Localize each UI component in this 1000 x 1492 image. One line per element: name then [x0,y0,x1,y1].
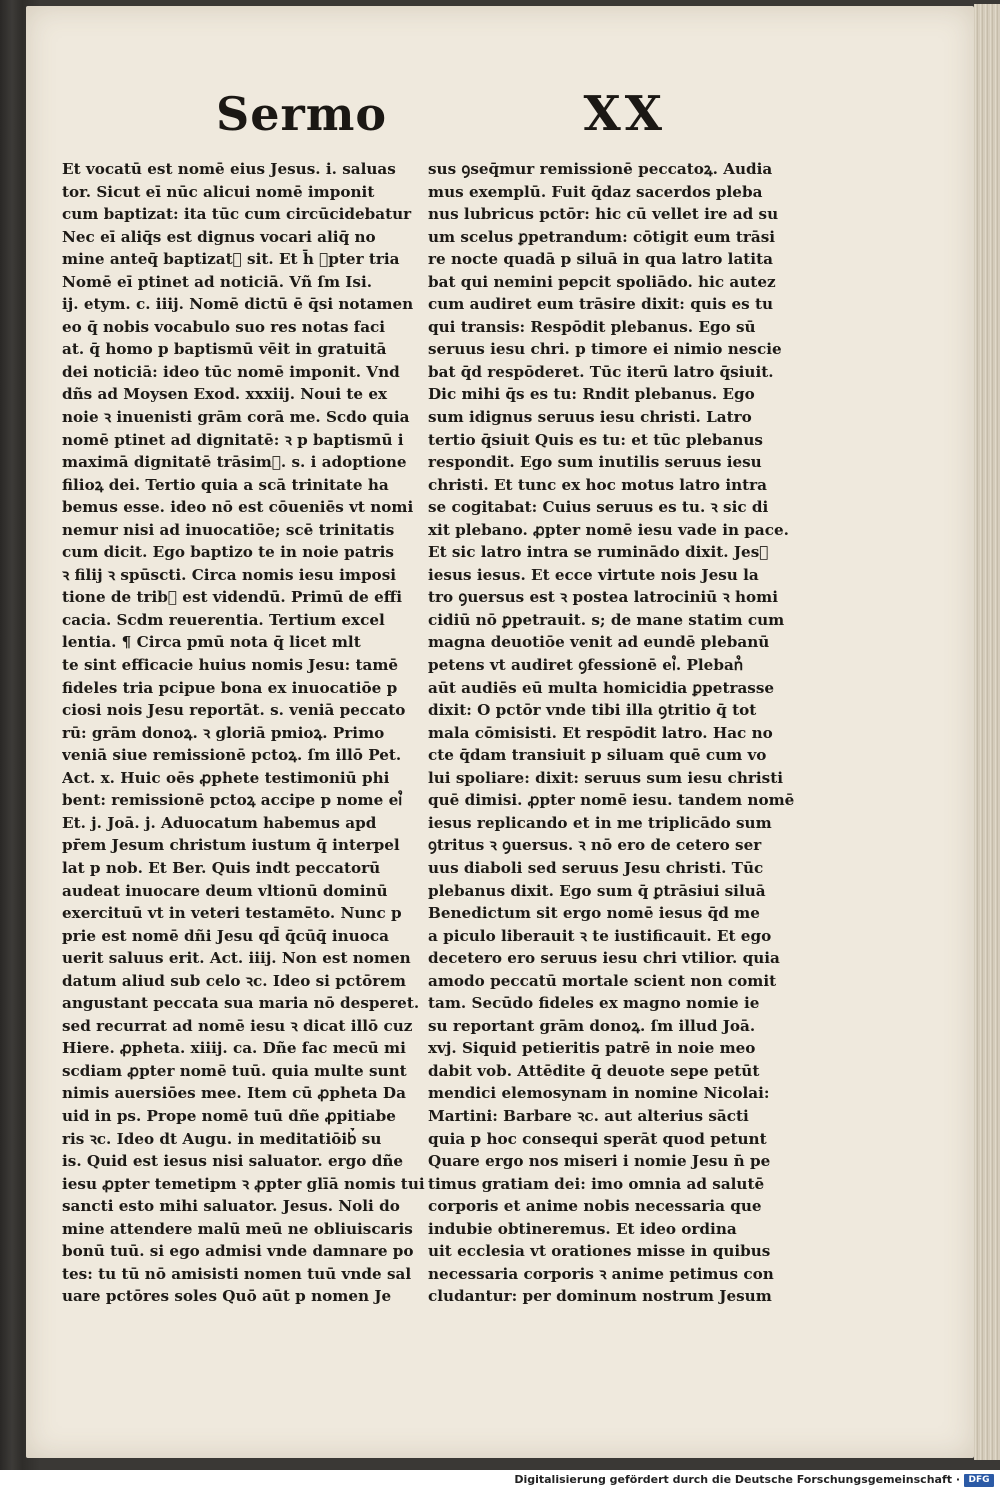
text-line: fideles tria pcipue bona ex inuocatiōe p [62,678,398,697]
text-line: uare pctōres soles Quō aūt p nomen Je [62,1287,392,1306]
text-line: ij. etym. c. iiij. Nomē dictū ē q̄si notamen [62,295,414,314]
text-line: Nomē eī ptinet ad noticiā. Vñ ſm Isi. [62,272,373,291]
text-line: nus lubricus pctōr: hic cū vellet ire ad su [428,205,779,224]
text-line: iesus replicando et in me triplicādo sum [428,813,772,832]
folio-number: XX [583,86,666,142]
text-line: Quare ergo nos miseri i nomie Jesu n̄ pe [428,1152,771,1171]
text-line: cludantur: per dominum nostrum Jesum [428,1287,772,1306]
right-text-column [428,158,806,1308]
text-line: ꝯtritus ꝛ ꝯuersus. ꝛ nō ero de cetero ser [428,836,762,855]
running-head [216,86,666,146]
text-line: dabit vob. Attēdite q̄ deuote sepe petūt [428,1061,760,1080]
text-line: iesu ꝓpter temetipm ꝛ ꝓpter glīā nomis tui [62,1174,425,1193]
text-line: quē dimisi. ꝓpter nomē iesu. tandem nomē [428,791,795,810]
text-line: tam. Secūdo fideles ex magno nomie ie [428,994,760,1013]
text-line: cacia. Scdm reuerentia. Tertium excel [62,610,385,629]
text-line: lui spoliare: dixit: seruus sum iesu christi [428,768,784,787]
book-page [26,6,974,1458]
text-line: bat qui nemini pepcit spoliādo. hic autez [428,272,776,291]
text-line: quia p hoc consequi sperāt quod petunt [428,1129,767,1148]
text-line: sus ꝯseq̄mur remissionē peccatoꝝ. Audia [428,160,773,178]
text-line: tes: tu tū nō amisisti nomen tuū vnde sal [62,1264,412,1283]
text-line: decetero ero seruus iesu chri vtilior. quia [428,949,780,968]
text-line: respondit. Ego sum inutilis seruus iesu [428,453,762,472]
text-line: cum baptizat: ita tūc cum circūcidebatur [62,205,412,224]
text-line: indubie obtineremus. Et ideo ordina [428,1219,737,1238]
text-line: tor. Sicut eī nūc alicui nomē imponit [62,182,375,201]
text-line: sancti esto mihi saluator. Jesus. Noli do [62,1197,400,1216]
running-head-title: Sermo [216,87,388,141]
text-line: christi. Et tunc ex hoc motus latro intra [428,475,768,494]
text-line: is. Quid est iesus nisi saluator. ergo dñe [62,1152,404,1171]
funding-credit: Digitalisierung gefördert durch die Deutsche Forschungsgemeinschaft · [514,1473,960,1486]
text-line: iesus iesus. Et ecce virtute nois Jesu la [428,565,759,584]
text-line: Et sic latro intra se ruminādo dixit. Jes᷒ [428,543,769,562]
text-line: um scelus ꝑpetrandum: cōtigit eum trāsi [428,227,776,246]
text-line: lentia. ¶ Circa pmū nota q̄ licet mlt [62,633,361,652]
text-line: prie est nomē dñi Jesu qd̄ q̄cūq̄ inuoca [62,926,389,945]
text-line: seruus iesu chri. p timore ei nimio nescie [428,340,782,359]
text-line: exercituū vt in veteri testamēto. Nunc p [62,904,402,923]
text-line: cum audiret eum trāsire dixit: quis es tu [428,295,774,314]
text-line: ris ꝛc. Ideo dt Augu. in meditatiōib᷒ su [62,1129,382,1148]
text-line: tione de trib᷒ est videndū. Primū de effi [62,588,403,607]
text-line: Et. j. Joā. j. Aduocatum habemus apd [62,813,377,832]
text-line: veniā siue remissionē pctoꝝ. ſm illō Pet. [62,746,402,765]
text-line: Martini: Barbare ꝛc. aut alterius sācti [428,1106,749,1125]
text-line: timus gratiam dei: imo omnia ad salutē [428,1174,765,1193]
text-line: maximā dignitatē trāsim᷒. s. i adoptione [62,453,407,472]
text-line: tro ꝯuersus est ꝛ postea latrociniū ꝛ homi [428,588,779,607]
text-line: ciosi nois Jesu reportāt. s. veniā peccato [62,701,406,720]
left-text-column [62,158,428,1308]
text-line: lat p nob. Et Ber. Quis indt peccatorū [62,858,381,877]
text-line: dñs ad Moysen Exod. xxxiij. Noui te ex [62,385,388,404]
text-line: rū: grām donoꝝ. ꝛ gloriā pmioꝝ. Primo [62,723,385,742]
text-line: Et vocatū est nomē eius Jesus. i. saluas [62,160,396,178]
text-line: uus diaboli sed seruus Jesu christi. Tūc [428,858,764,877]
text-line: nimis auersiōes mee. Item cū ꝓpheta Da [62,1084,406,1103]
text-line: cidiū nō ꝑpetrauit. s; de mane statim cum [428,610,785,629]
text-line: cum dicit. Ego baptizo te in noie patris [62,543,394,562]
text-line: ꝛ filij ꝛ spūscti. Circa nomis iesu imposi [62,565,397,584]
text-line: qui transis: Respōdit plebanus. Ego sū [428,317,756,336]
text-line: noie ꝛ inuenisti grām corā me. Scdo quia [62,408,410,427]
text-line: mine anteq̄ baptizat᷒ sit. Et h̄ ꝓpter tria [62,250,400,269]
text-line: pr̄em Jesum christum iustum q̄ interpel [62,836,400,855]
text-line: mine attendere malū meū ne obliuiscaris [62,1219,413,1238]
page-stack-edge [974,4,1000,1460]
text-line: re nocte quadā p siluā in qua latro latita [428,250,773,269]
text-line: plebanus dixit. Ego sum q̄ ꝑtrāsiui siluā [428,881,766,900]
text-line: Hiere. ꝓpheta. xiiij. ca. Dñe fac mecū mi [62,1039,406,1058]
text-line: scdiam ꝓpter nomē tuū. quia multe sunt [62,1061,407,1080]
text-line: sed recurrat ad nomē iesu ꝛ dicat illō cuz [62,1016,413,1035]
text-line: uid in ps. Prope nomē tuū dñe ꝓpitiabe [62,1106,396,1125]
text-line: aūt audiēs eū multa homicidia ꝑpetrasse [428,678,775,697]
text-line: filioꝝ dei. Tertio quia a scā trinitate ha [62,475,389,494]
dfg-logo: DFG [964,1474,994,1487]
text-line: cte q̄dam transiuit p siluam quē cum vo [428,746,767,765]
text-line: uerit saluus erit. Act. iiij. Non est nomen [62,949,411,968]
text-line: Dic mihi q̄s es tu: Rndit plebanus. Ego [428,385,755,404]
text-line: xit plebano. ꝓpter nomē iesu vade in pace. [428,520,789,539]
text-line: Act. x. Huic oēs ꝓphete testimoniū phi [62,768,390,787]
text-line: xvj. Siquid petieritis patrē in noie meo [428,1039,756,1058]
text-line: bonū tuū. si ego admisi vnde damnare po [62,1242,414,1261]
text-line: nomē ptinet ad dignitatē: ꝛ p baptismū i [62,430,404,449]
text-line: Nec eī aliq̄s est dignus vocari aliq̄ no [62,227,376,246]
text-line: sum idignus seruus iesu christi. Latro [428,408,752,427]
text-line: su reportant grām donoꝝ. ſm illud Joā. [428,1016,756,1035]
footer-bar [0,1470,1000,1492]
text-line: audeat inuocare deum vltionū dominū [62,881,388,900]
text-line: nemur nisi ad inuocatiōe; scē trinitatis [62,520,395,539]
text-line: mala cōmisisti. Et respōdit latro. Hac no [428,723,773,742]
text-line: bemus esse. ideo nō est cōueniēs vt nomi [62,498,414,517]
text-line: bat q̄d respōderet. Tūc iterū latro q̄siuit. [428,362,774,381]
text-line: se cogitabat: Cuius seruus es tu. ꝛ sic di [428,498,769,517]
text-line: petens vt audiret ꝯfessionē ei᷒. Pleban᷒ [428,656,744,675]
text-line: magna deuotiōe venit ad eundē plebanū [428,633,770,652]
text-line: mus exemplū. Fuit q̄daz sacerdos pleba [428,182,763,201]
text-line: Benedictum sit ergo nomē iesus q̄d me [428,904,760,923]
text-line: necessaria corporis ꝛ anime petimus con [428,1264,774,1283]
text-line: tertio q̄siuit Quis es tu: et tūc plebanus [428,430,763,449]
text-line: corporis et anime nobis necessaria que [428,1197,762,1216]
text-line: mendici elemosynam in nomine Nicolai: [428,1084,770,1103]
text-line: bent: remissionē pctoꝝ accipe p nome ei᷒ [62,791,403,810]
text-line: angustant peccata sua maria nō desperet. [62,994,420,1013]
text-line: at. q̄ homo p baptismū vēit in gratuitā [62,340,387,359]
text-line: uit ecclesia vt orationes misse in quibus [428,1242,771,1261]
text-line: datum aliud sub celo ꝛc. Ideo si pctōrem [62,971,406,990]
text-line: dixit: O pctōr vnde tibi illa ꝯtritio q̄ tot [428,701,757,720]
text-line: eo q̄ nobis vocabulo suo res notas faci [62,317,386,336]
text-line: a piculo liberauit ꝛ te iustificauit. Et ego [428,926,772,945]
text-line: te sint efficacie huius nomis Jesu: tamē [62,656,399,675]
text-line: amodo peccatū mortale scient non comit [428,971,777,990]
text-line: dei noticiā: ideo tūc nomē imponit. Vnd [62,362,400,381]
